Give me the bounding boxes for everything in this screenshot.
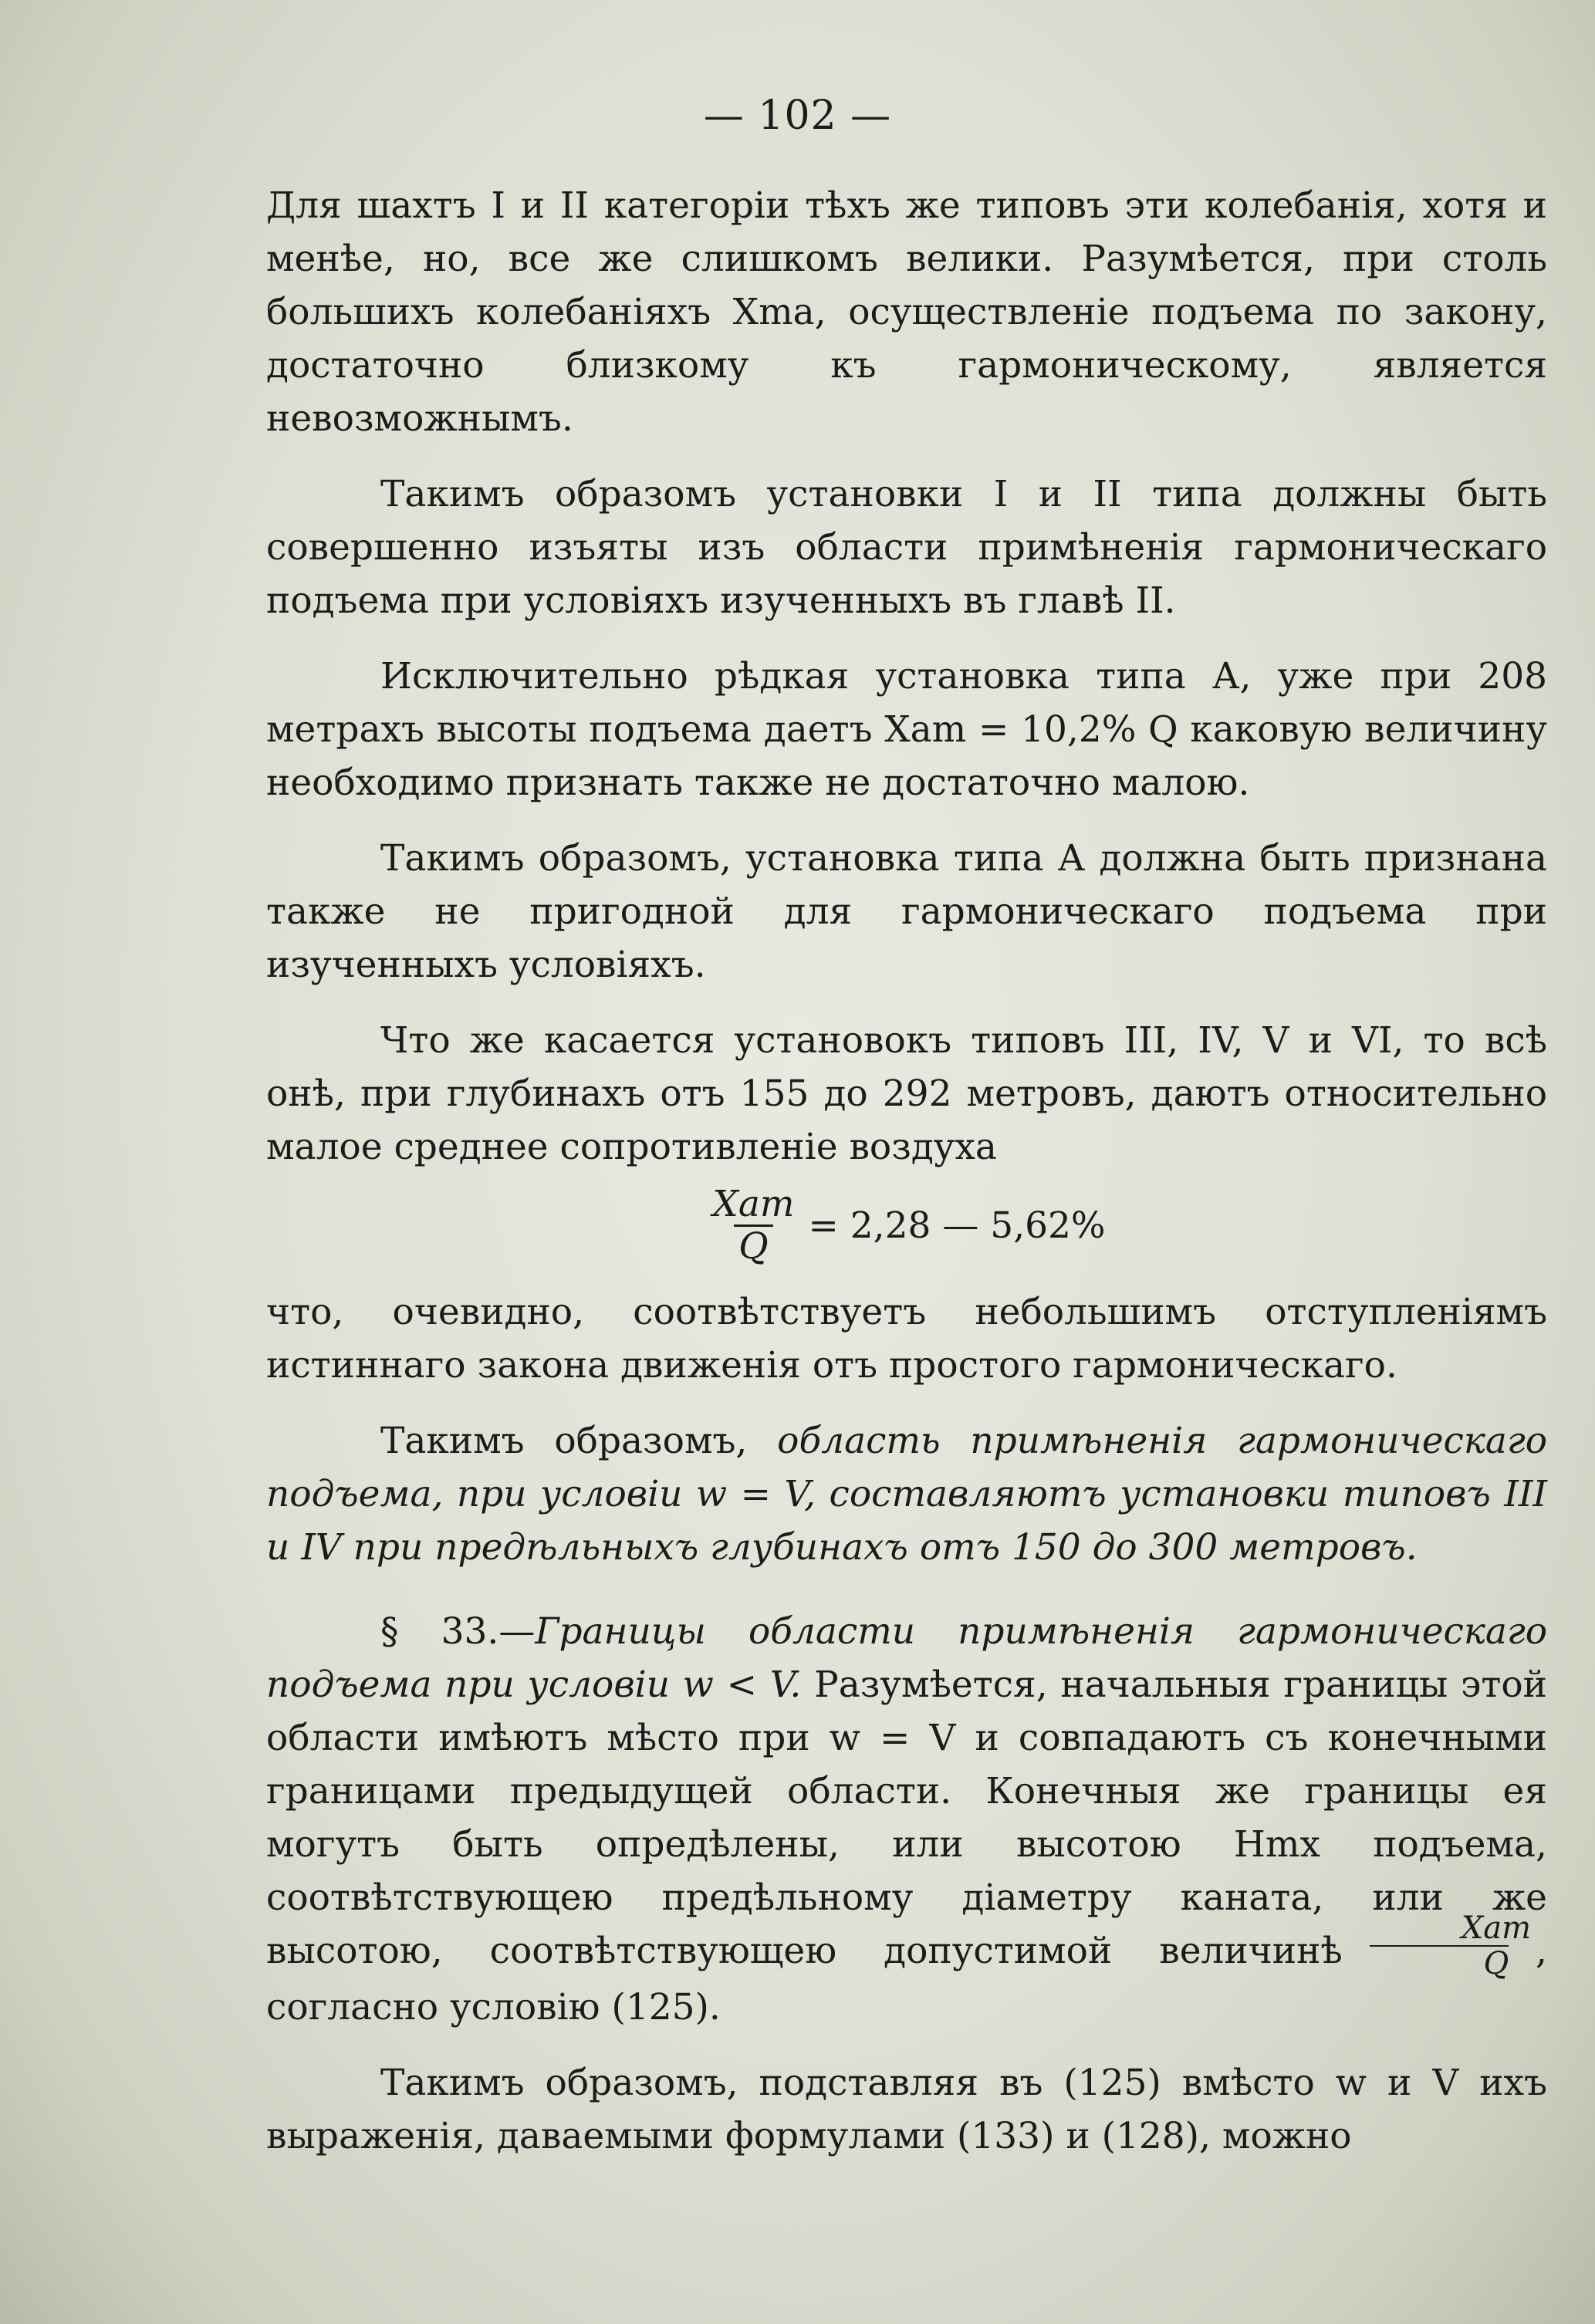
formula-rhs: = 2,28 — 5,62% — [808, 1204, 1106, 1247]
paragraph-5: Что же касается установокъ типовъ III, IV, V и VI, то всѣ онѣ, при глубинахъ отъ 155 до 292 метровъ, даютъ относительно малое среднее сопротивленіе воздуха — [266, 1019, 1547, 1168]
paragraph-4: Такимъ образомъ, установка типа А должна быть признана также не пригодной для гармоническаго подъема при изученныхъ условіяхъ. — [266, 837, 1547, 986]
formula-denominator: Q — [734, 1224, 773, 1267]
paragraph-1: Для шахтъ I и II категоріи тѣхъ же типовъ эти колебанія, хотя и менѣе, но, все же слишкомъ велики. Разумѣется, при столь большихъ колебаніяхъ Xma, осуществленіе подъема по закону, достаточно близкому къ гармоническому, является невозможнымъ. — [266, 184, 1547, 440]
section-number: § 33.— — [380, 1610, 536, 1653]
paragraph-7-start: Такимъ образомъ, — [380, 1420, 778, 1462]
formula-fraction — [708, 1184, 799, 1267]
paragraph-7-italic: область примѣненія гармоническаго подъема, при условіи w = V, составляютъ установки типовъ III и IV при предѣльныхъ глубинахъ отъ 150 до 300 метровъ. — [266, 1420, 1547, 1569]
inline-fraction-denominator: Q — [1370, 1945, 1509, 1981]
paragraph-3: Исключительно рѣдкая установка типа А, уже при 208 метрахъ высоты подъема даетъ Xam = 10,2% Q каковую величину необходимо признать также не достаточно малою. — [266, 655, 1547, 804]
paragraph-2: Такимъ образомъ установки I и II типа должны быть совершенно изъяты изъ области примѣненія гармоническаго подъема при условіяхъ изученныхъ въ главѣ II. — [266, 473, 1547, 622]
formula-numerator: Xam — [712, 1183, 795, 1225]
paragraph-9: Такимъ образомъ, подставляя въ (125) вмѣсто w и V ихъ выраженія, даваемыми формулами (133) и (128), можно — [266, 2062, 1547, 2157]
display-formula — [266, 1184, 1547, 1267]
paragraph-8-end: , согласно условію (125). — [266, 1930, 1547, 2028]
inline-fraction-numerator: Xam — [1461, 1910, 1532, 1946]
inline-fraction — [1347, 1911, 1531, 1981]
body-text — [266, 179, 1547, 2185]
paragraph-7 — [266, 1414, 1547, 1574]
paragraph-6: что, очевидно, соотвѣтствуетъ небольшимъ отступленіямъ истиннаго закона движенія отъ простого гармоническаго. — [266, 1291, 1547, 1387]
page-number: — 102 — — [703, 93, 892, 139]
paragraph-8-text: Разумѣется, начальныя границы этой области имѣютъ мѣсто при w = V и совпадаютъ съ конечными границами предыдущей области. Конечныя же границы ея могутъ быть опредѣлены, или высотою Hmx подъема, соотвѣтствующею предѣльному діаметру каната, или же высотою, соотвѣтствующею допустимой величинѣ — [266, 1664, 1547, 1972]
paragraph-8 — [266, 1605, 1547, 2034]
section-title: Границы области примѣненія гармоническаго подъема при условіи w < V. — [266, 1610, 1547, 1706]
